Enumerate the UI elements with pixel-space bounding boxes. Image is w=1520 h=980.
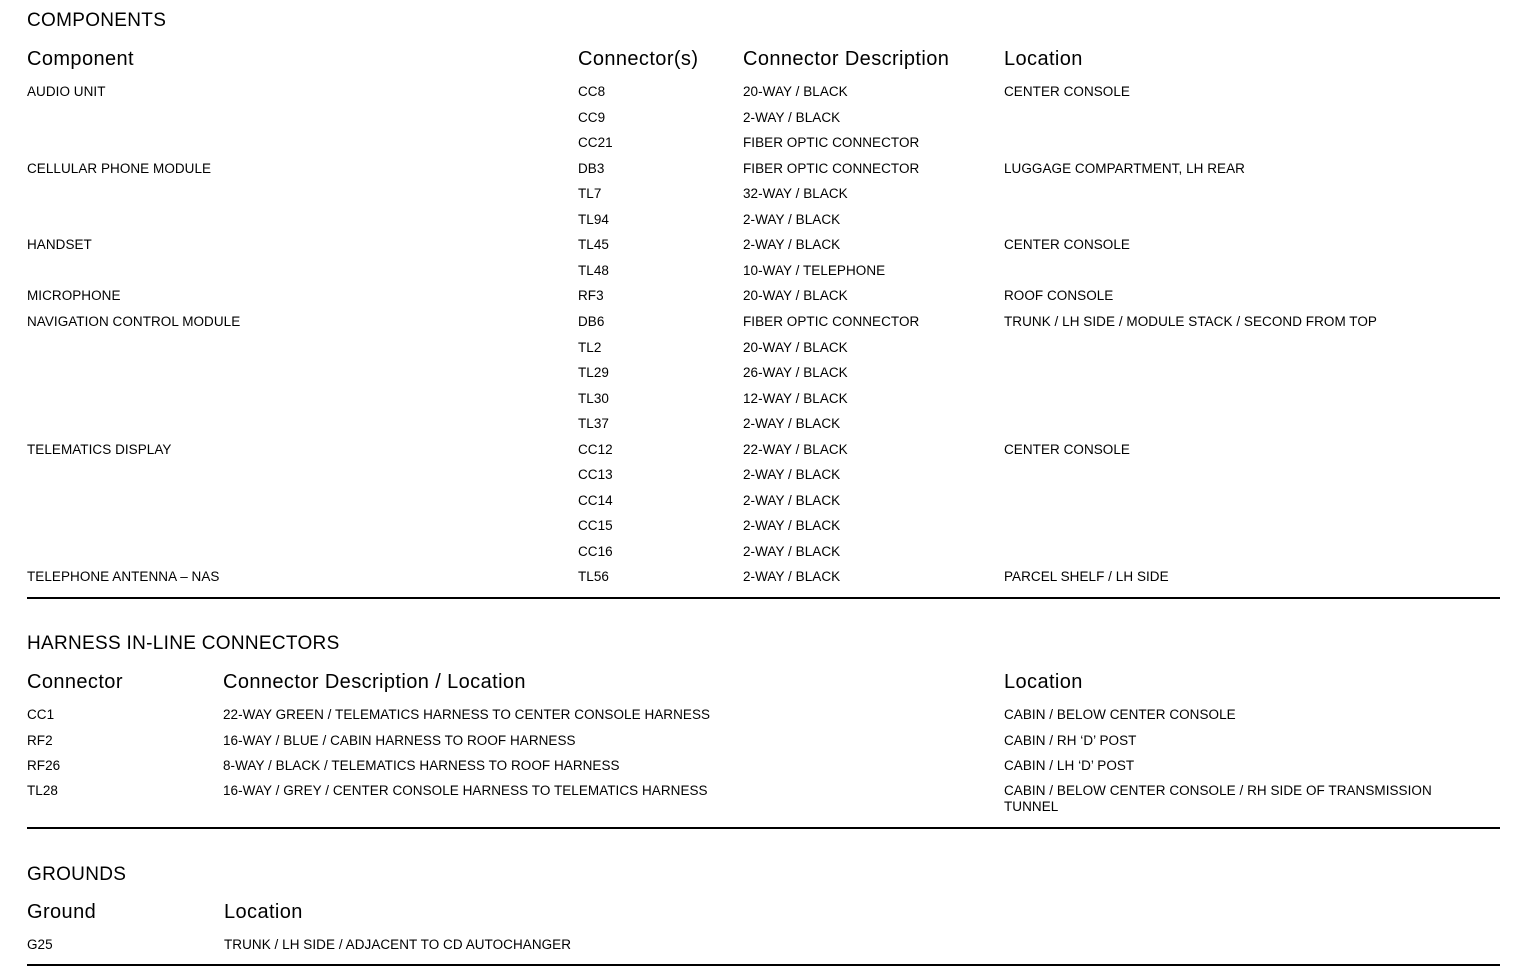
- connector-cell: RF3: [578, 288, 604, 303]
- component-name-cell: TELEPHONE ANTENNA – NAS: [27, 569, 220, 584]
- components-header-connectors: Connector(s): [578, 48, 699, 70]
- component-name-cell: CELLULAR PHONE MODULE: [27, 161, 212, 176]
- harness-header-description: Connector Description / Location: [223, 671, 526, 693]
- grounds-header-location: Location: [224, 901, 303, 923]
- harness-section-title: HARNESS IN-LINE CONNECTORS: [27, 633, 340, 654]
- harness-location-cell: CABIN / LH ‘D’ POST: [1004, 758, 1135, 773]
- connector-cell: DB6: [578, 314, 605, 329]
- connector-cell: CC21: [578, 135, 613, 150]
- harness-connector-cell: RF26: [27, 758, 61, 773]
- connector-cell: TL94: [578, 212, 609, 227]
- components-header-description: Connector Description: [743, 48, 950, 70]
- connector-description-cell: 2-WAY / BLACK: [743, 416, 841, 431]
- connector-cell: CC15: [578, 518, 613, 533]
- connector-description-cell: 2-WAY / BLACK: [743, 467, 841, 482]
- location-cell: LUGGAGE COMPARTMENT, LH REAR: [1004, 161, 1245, 176]
- connector-description-cell: 2-WAY / BLACK: [743, 544, 841, 559]
- harness-description-cell: 16-WAY / GREY / CENTER CONSOLE HARNESS TO TELEMATICS HARNESS: [223, 783, 708, 798]
- harness-header-location: Location: [1004, 671, 1083, 693]
- connector-cell: TL30: [578, 391, 609, 406]
- grounds-divider: [27, 964, 1500, 966]
- connector-cell: TL7: [578, 186, 602, 201]
- connector-description-cell: 10-WAY / TELEPHONE: [743, 263, 886, 278]
- harness-description-cell: 16-WAY / BLUE / CABIN HARNESS TO ROOF HARNESS: [223, 733, 576, 748]
- harness-location-cell: CABIN / BELOW CENTER CONSOLE / RH SIDE OF TRANSMISSION TUNNEL: [1004, 783, 1432, 814]
- connector-description-cell: 20-WAY / BLACK: [743, 84, 848, 99]
- connector-cell: TL48: [578, 263, 609, 278]
- connector-cell: CC9: [578, 110, 606, 125]
- harness-connector-cell: TL28: [27, 783, 58, 798]
- connector-cell: TL29: [578, 365, 609, 380]
- connector-cell: TL56: [578, 569, 609, 584]
- connector-description-cell: 20-WAY / BLACK: [743, 288, 848, 303]
- connector-cell: DB3: [578, 161, 605, 176]
- connector-description-cell: 32-WAY / BLACK: [743, 186, 848, 201]
- ground-cell: G25: [27, 937, 53, 952]
- components-divider: [27, 597, 1500, 599]
- component-name-cell: HANDSET: [27, 237, 92, 252]
- components-header-location: Location: [1004, 48, 1083, 70]
- location-cell: CENTER CONSOLE: [1004, 442, 1130, 457]
- location-cell: TRUNK / LH SIDE / MODULE STACK / SECOND FROM TOP: [1004, 314, 1377, 329]
- component-name-cell: AUDIO UNIT: [27, 84, 106, 99]
- connector-description-cell: 2-WAY / BLACK: [743, 212, 841, 227]
- connector-description-cell: 22-WAY / BLACK: [743, 442, 848, 457]
- harness-divider: [27, 827, 1500, 829]
- connector-description-cell: 26-WAY / BLACK: [743, 365, 848, 380]
- connector-description-cell: 12-WAY / BLACK: [743, 391, 848, 406]
- connector-cell: CC12: [578, 442, 613, 457]
- connector-description-cell: FIBER OPTIC CONNECTOR: [743, 135, 920, 150]
- connector-cell: CC14: [578, 493, 613, 508]
- harness-header-connector: Connector: [27, 671, 123, 693]
- connector-description-cell: 2-WAY / BLACK: [743, 110, 841, 125]
- connector-cell: TL2: [578, 340, 602, 355]
- connector-description-cell: FIBER OPTIC CONNECTOR: [743, 314, 920, 329]
- connector-cell: CC16: [578, 544, 613, 559]
- component-name-cell: TELEMATICS DISPLAY: [27, 442, 172, 457]
- location-cell: CENTER CONSOLE: [1004, 84, 1130, 99]
- harness-connector-cell: RF2: [27, 733, 53, 748]
- component-name-cell: MICROPHONE: [27, 288, 121, 303]
- connector-cell: CC13: [578, 467, 613, 482]
- connector-description-cell: FIBER OPTIC CONNECTOR: [743, 161, 920, 176]
- location-cell: ROOF CONSOLE: [1004, 288, 1114, 303]
- harness-location-cell: CABIN / RH ‘D’ POST: [1004, 733, 1137, 748]
- location-cell: CENTER CONSOLE: [1004, 237, 1130, 252]
- connector-cell: CC8: [578, 84, 606, 99]
- components-header-component: Component: [27, 48, 134, 70]
- component-name-cell: NAVIGATION CONTROL MODULE: [27, 314, 241, 329]
- ground-location-cell: TRUNK / LH SIDE / ADJACENT TO CD AUTOCHANGER: [224, 937, 572, 952]
- harness-description-cell: 8-WAY / BLACK / TELEMATICS HARNESS TO ROOF HARNESS: [223, 758, 620, 773]
- components-section-title: COMPONENTS: [27, 10, 167, 31]
- harness-connector-cell: CC1: [27, 707, 55, 722]
- connector-description-cell: 2-WAY / BLACK: [743, 569, 841, 584]
- location-cell: PARCEL SHELF / LH SIDE: [1004, 569, 1169, 584]
- connector-description-cell: 2-WAY / BLACK: [743, 518, 841, 533]
- grounds-header-ground: Ground: [27, 901, 97, 923]
- grounds-section-title: GROUNDS: [27, 864, 127, 885]
- harness-location-cell: CABIN / BELOW CENTER CONSOLE: [1004, 707, 1236, 722]
- harness-description-cell: 22-WAY GREEN / TELEMATICS HARNESS TO CENTER CONSOLE HARNESS: [223, 707, 711, 722]
- connector-description-cell: 2-WAY / BLACK: [743, 237, 841, 252]
- connector-cell: TL45: [578, 237, 609, 252]
- connector-cell: TL37: [578, 416, 609, 431]
- connector-description-cell: 2-WAY / BLACK: [743, 493, 841, 508]
- connector-description-cell: 20-WAY / BLACK: [743, 340, 848, 355]
